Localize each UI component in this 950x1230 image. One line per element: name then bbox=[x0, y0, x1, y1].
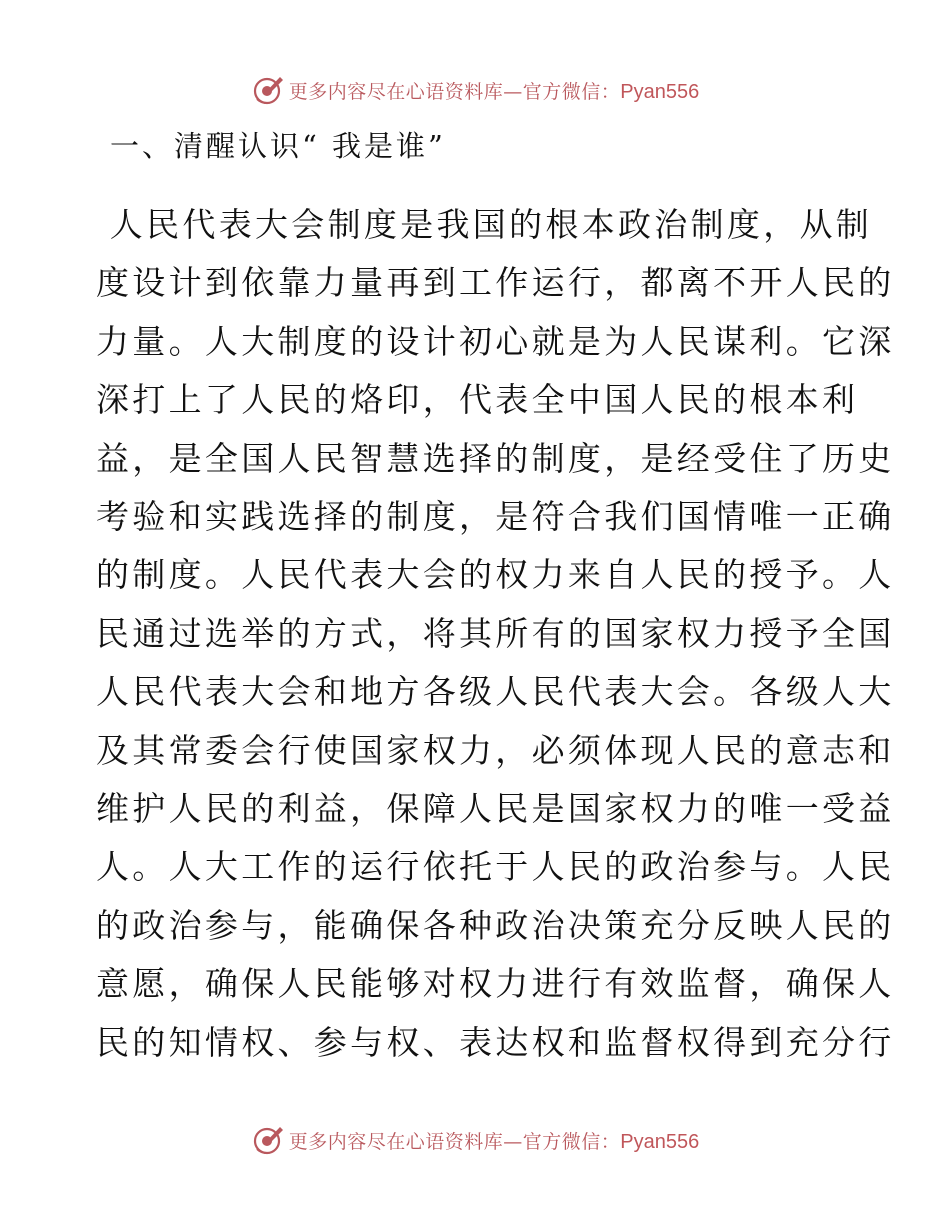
paragraph-line: 的政治参与，能确保各种政治决策充分反映人民的 bbox=[96, 905, 895, 945]
paragraph-line: 度设计到依靠力量再到工作运行，都离不开人民的 bbox=[96, 263, 895, 303]
body-paragraph bbox=[96, 196, 895, 1072]
watermark-brand: Pyan556 bbox=[620, 80, 700, 103]
paragraph-line: 力量。人大制度的设计初心就是为人民谋利。它深 bbox=[96, 321, 895, 361]
paragraph-line: 益，是全国人民智慧选择的制度，是经受住了历史 bbox=[96, 438, 895, 478]
watermark-brand: Pyan556 bbox=[620, 1130, 700, 1153]
paragraph-line: 意愿，确保人民能够对权力进行有效监督，确保人 bbox=[96, 964, 895, 1004]
paragraph-line: 人民代表大会和地方各级人民代表大会。各级人大 bbox=[96, 672, 895, 712]
paragraph-line: 的制度。人民代表大会的权力来自人民的授予。人 bbox=[96, 555, 895, 595]
paragraph-line: 民的知情权、参与权、表达权和监督权得到充分行 bbox=[96, 1022, 895, 1062]
header-watermark bbox=[0, 70, 950, 110]
paragraph-line: 人民代表大会制度是我国的根本政治制度，从制 bbox=[96, 205, 873, 244]
paragraph-line: 民通过选举的方式，将其所有的国家权力授予全国 bbox=[96, 613, 895, 653]
paragraph-line: 人。人大工作的运行依托于人民的政治参与。人民 bbox=[96, 847, 895, 887]
paragraph-line: 考验和实践选择的制度，是符合我们国情唯一正确 bbox=[96, 497, 895, 537]
paragraph-line: 深打上了人民的烙印，代表全中国人民的根本利 bbox=[96, 380, 859, 420]
pen-logo-icon bbox=[251, 1123, 285, 1157]
watermark-text: 更多内容尽在心语资料库—官方微信：Pyan556 bbox=[288, 1130, 700, 1153]
paragraph-line: 维护人民的利益，保障人民是国家权力的唯一受益 bbox=[96, 789, 895, 829]
pen-logo-icon bbox=[251, 73, 285, 107]
watermark-text: 更多内容尽在心语资料库—官方微信：Pyan556 bbox=[288, 80, 700, 103]
paragraph-line: 及其常委会行使国家权力，必须体现人民的意志和 bbox=[96, 730, 895, 770]
section-heading: 一、清醒认识“ 我是谁” bbox=[110, 129, 446, 163]
footer-watermark bbox=[0, 1120, 950, 1160]
